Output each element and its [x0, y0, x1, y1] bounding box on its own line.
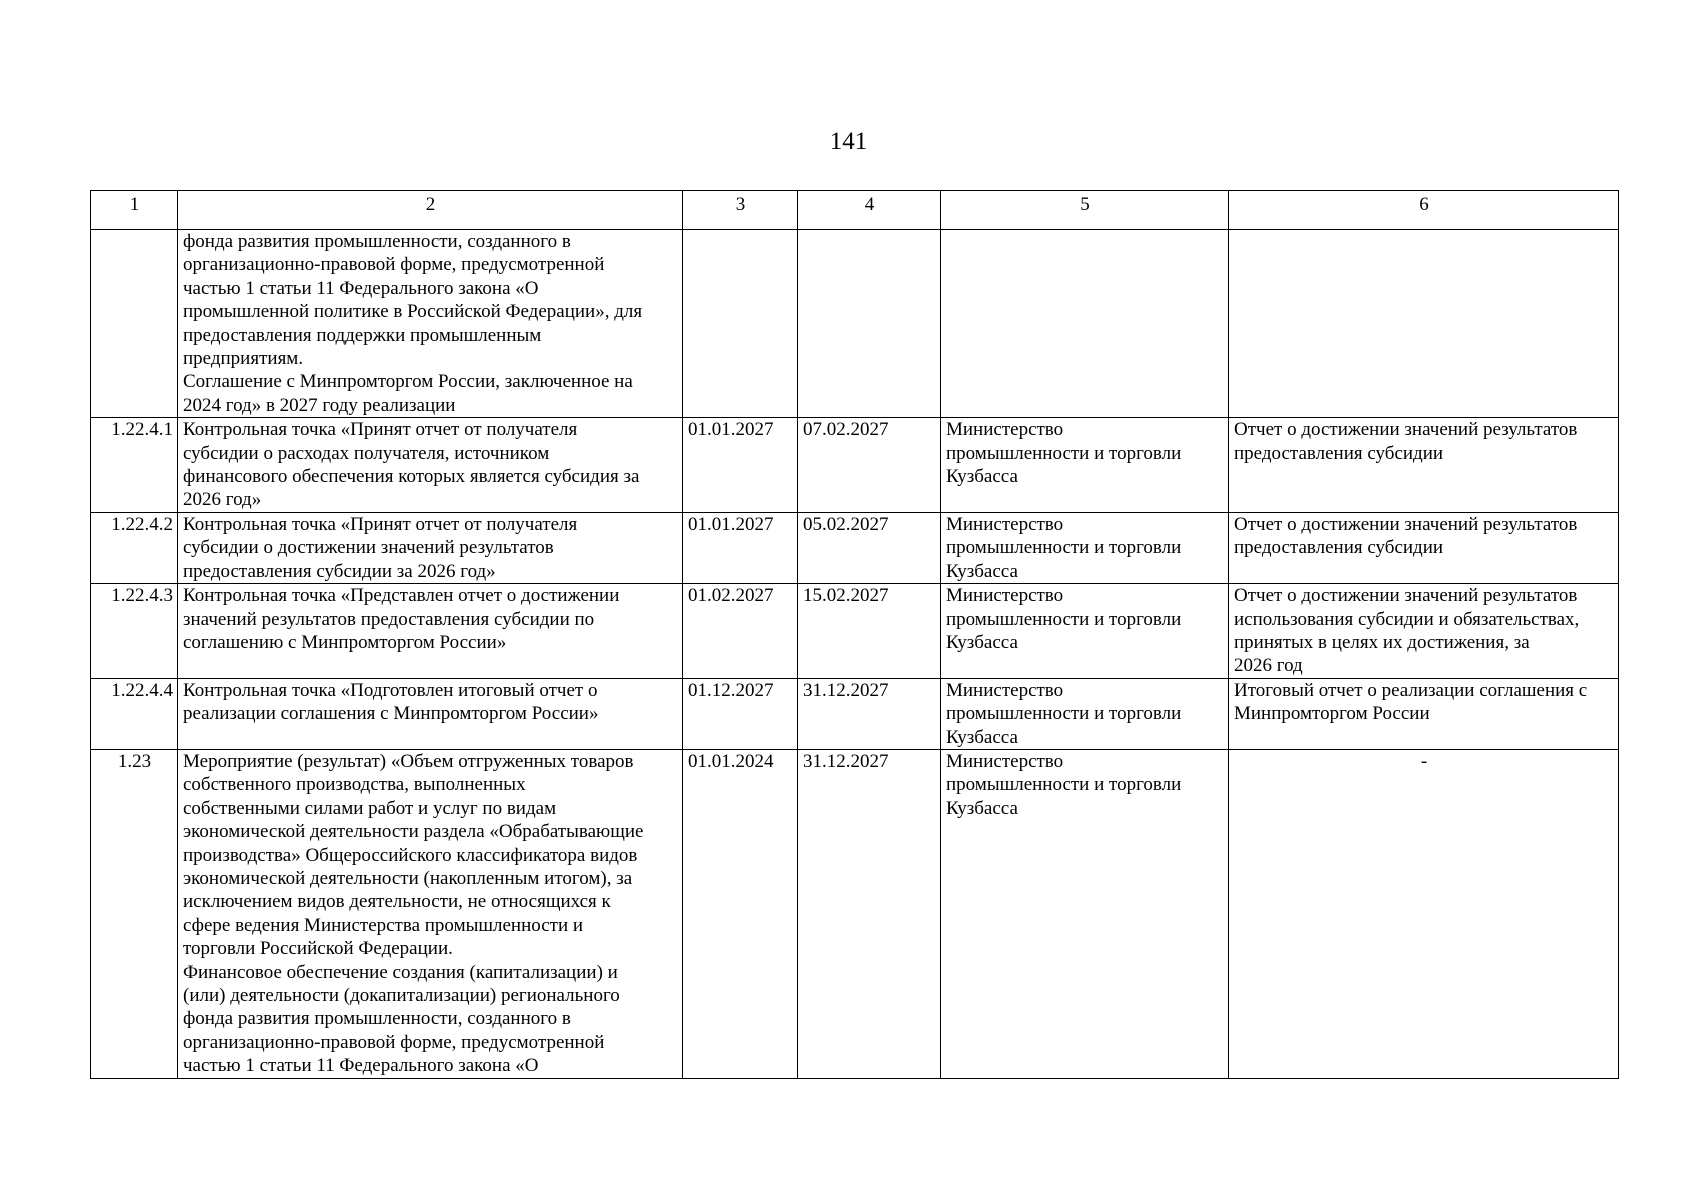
header-col-3: 3 — [683, 191, 798, 230]
row-end-date — [798, 230, 941, 418]
row-start-date: 01.01.2027 — [683, 418, 798, 513]
row-description: Контрольная точка «Принят отчет от получателя субсидии о расходах получателя, источником финансового обеспечения которых является субсидия за 2026 год» — [178, 418, 683, 513]
row-start-date — [683, 230, 798, 418]
table-row — [91, 584, 1619, 679]
table-row — [91, 512, 1619, 583]
row-end-date: 07.02.2027 — [798, 418, 941, 513]
row-id: 1.22.4.2 — [91, 512, 178, 583]
header-col-2: 2 — [178, 191, 683, 230]
row-description: Мероприятие (результат) «Объем отгруженных товаров собственного производства, выполненных собственными силами работ и услуг по видам экономической деятельности раздела «Обрабатывающие производства» Общероссийского классификатора видов экономической деятельности (накопленным итогом), за исключением видов деятельности, не относящихся к сфере ведения Министерства промышленности и торговли Российской Федерации. Финансовое обеспечение создания (капитализации) и (или) деятельности (докапитализации) регионального фонда развития промышленности, созданного в организационно-правовой форме, предусмотренной частью 1 статьи 11 Федерального закона «О — [178, 749, 683, 1078]
row-end-date: 15.02.2027 — [798, 584, 941, 679]
row-description: Контрольная точка «Подготовлен итоговый отчет о реализации соглашения с Минпромторгом России» — [178, 678, 683, 749]
row-end-date: 05.02.2027 — [798, 512, 941, 583]
row-id — [91, 230, 178, 418]
row-description: фонда развития промышленности, созданного в организационно-правовой форме, предусмотренной частью 1 статьи 11 Федерального закона «О промышленной политике в Российской Федерации», для предоставления поддержки промышленным предприятиям. Соглашение с Минпромторгом России, заключенное на 2024 год» в 2027 году реализации — [178, 230, 683, 418]
row-end-date: 31.12.2027 — [798, 749, 941, 1078]
table-row — [91, 230, 1619, 418]
row-description: Контрольная точка «Принят отчет от получателя субсидии о достижении значений результатов предоставления субсидии за 2026 год» — [178, 512, 683, 583]
row-result: Отчет о достижении значений результатов предоставления субсидии — [1229, 512, 1619, 583]
row-responsible: Министерство промышленности и торговли Кузбасса — [941, 418, 1229, 513]
table-row — [91, 678, 1619, 749]
row-start-date: 01.02.2027 — [683, 584, 798, 679]
row-responsible: Министерство промышленности и торговли Кузбасса — [941, 512, 1229, 583]
row-responsible — [941, 230, 1229, 418]
row-id: 1.22.4.4 — [91, 678, 178, 749]
row-start-date: 01.01.2024 — [683, 749, 798, 1078]
row-id: 1.23 — [91, 749, 178, 1078]
row-start-date: 01.01.2027 — [683, 512, 798, 583]
table-header-row — [91, 191, 1619, 230]
header-col-4: 4 — [798, 191, 941, 230]
row-result — [1229, 230, 1619, 418]
row-description: Контрольная точка «Представлен отчет о достижении значений результатов предоставления субсидии по соглашению с Минпромторгом России» — [178, 584, 683, 679]
row-responsible: Министерство промышленности и торговли Кузбасса — [941, 584, 1229, 679]
row-end-date: 31.12.2027 — [798, 678, 941, 749]
row-start-date: 01.12.2027 — [683, 678, 798, 749]
document-table — [90, 190, 1619, 1079]
row-result: Итоговый отчет о реализации соглашения с Минпромторгом России — [1229, 678, 1619, 749]
row-responsible: Министерство промышленности и торговли Кузбасса — [941, 678, 1229, 749]
row-result: Отчет о достижении значений результатов использования субсидии и обязательствах, принятых в целях их достижения, за 2026 год — [1229, 584, 1619, 679]
header-col-6: 6 — [1229, 191, 1619, 230]
row-id: 1.22.4.3 — [91, 584, 178, 679]
header-col-5: 5 — [941, 191, 1229, 230]
row-responsible: Министерство промышленности и торговли Кузбасса — [941, 749, 1229, 1078]
page-number: 141 — [829, 128, 868, 155]
row-id: 1.22.4.1 — [91, 418, 178, 513]
table-row — [91, 418, 1619, 513]
row-result: - — [1229, 749, 1619, 1078]
row-result: Отчет о достижении значений результатов предоставления субсидии — [1229, 418, 1619, 513]
table-row — [91, 749, 1619, 1078]
header-col-1: 1 — [91, 191, 178, 230]
